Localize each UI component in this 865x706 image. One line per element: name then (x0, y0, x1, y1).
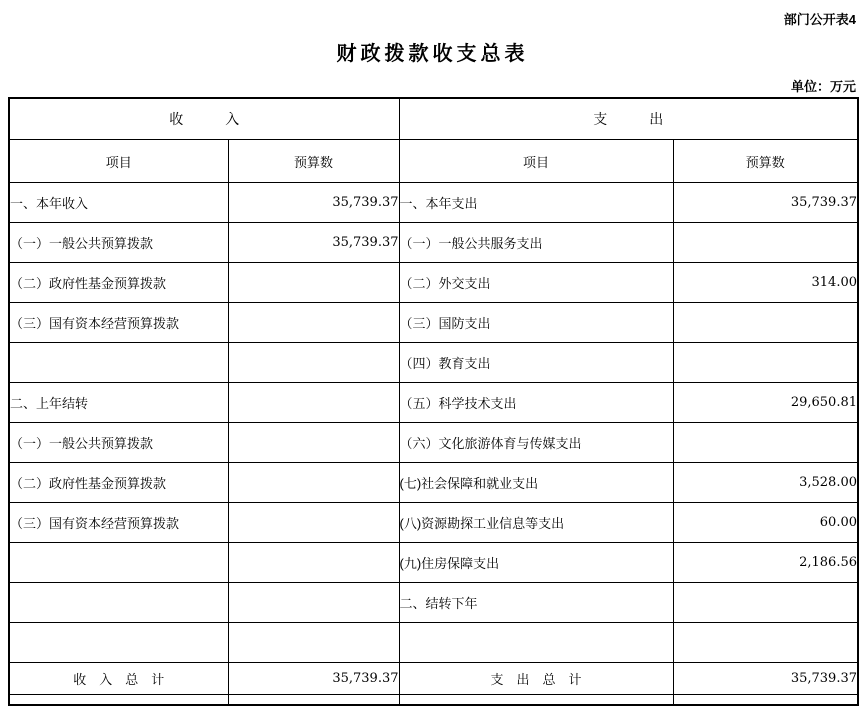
expense-value-cell: 35,739.37 (673, 183, 858, 223)
income-budget-header: 预算数 (228, 140, 399, 183)
expense-item-cell: (七)社会保障和就业支出 (399, 463, 673, 503)
income-item-cell: （三）国有资本经营预算拨款 (9, 303, 228, 343)
expense-value-cell: 29,650.81 (673, 383, 858, 423)
income-value-cell (228, 343, 399, 383)
spacer-cell (673, 695, 858, 706)
income-item-cell: （三）国有资本经营预算拨款 (9, 503, 228, 543)
expense-item-cell: （三）国防支出 (399, 303, 673, 343)
expense-total-value: 35,739.37 (673, 663, 858, 695)
income-value-cell (228, 303, 399, 343)
expense-value-cell (673, 343, 858, 383)
table-row (9, 343, 858, 383)
expense-section-header: 支 出 (399, 98, 858, 140)
spacer-cell (399, 695, 673, 706)
expense-value-cell (673, 223, 858, 263)
table-row (9, 463, 858, 503)
expense-total-label: 支 出 总 计 (399, 663, 673, 695)
expense-value-cell: 2,186.56 (673, 543, 858, 583)
expense-item-cell: 一、本年支出 (399, 183, 673, 223)
expense-value-cell (673, 623, 858, 663)
expense-item-cell: （二）外交支出 (399, 263, 673, 303)
income-item-cell: （一）一般公共预算拨款 (9, 223, 228, 263)
expense-item-cell: (九)住房保障支出 (399, 543, 673, 583)
income-item-cell (9, 583, 228, 623)
page-title: 财政拨款收支总表 (336, 43, 529, 65)
income-value-cell (228, 423, 399, 463)
income-value-cell (228, 503, 399, 543)
table-row (9, 183, 858, 223)
table-row (9, 503, 858, 543)
budget-table (8, 97, 859, 706)
income-item-cell: 二、上年结转 (9, 383, 228, 423)
expense-item-cell: 二、结转下年 (399, 583, 673, 623)
income-value-cell (228, 383, 399, 423)
unit-label: 单位：万元 (790, 79, 856, 94)
income-value-cell (228, 583, 399, 623)
income-item-cell (9, 543, 228, 583)
expense-item-cell: （一）一般公共服务支出 (399, 223, 673, 263)
table-row (9, 543, 858, 583)
expense-value-cell (673, 583, 858, 623)
income-total-label: 收 入 总 计 (9, 663, 228, 695)
total-row (9, 663, 858, 695)
table-row (9, 223, 858, 263)
expense-value-cell: 60.00 (673, 503, 858, 543)
expense-item-cell (399, 623, 673, 663)
expense-item-cell: （四）教育支出 (399, 343, 673, 383)
table-row (9, 263, 858, 303)
income-value-cell (228, 543, 399, 583)
expense-value-cell: 314.00 (673, 263, 858, 303)
table-row (9, 623, 858, 663)
expense-item-cell: （六）文化旅游体育与传媒支出 (399, 423, 673, 463)
bottom-spacer-row (9, 695, 858, 706)
income-item-cell: 一、本年收入 (9, 183, 228, 223)
expense-value-cell: 3,528.00 (673, 463, 858, 503)
income-section-header: 收 入 (9, 98, 399, 140)
expense-value-cell (673, 423, 858, 463)
table-row (9, 583, 858, 623)
expense-budget-header: 预算数 (673, 140, 858, 183)
income-value-cell (228, 623, 399, 663)
table-row (9, 383, 858, 423)
income-value-cell (228, 463, 399, 503)
income-item-header: 项目 (9, 140, 228, 183)
income-value-cell: 35,739.37 (228, 223, 399, 263)
column-header-row (9, 140, 858, 183)
income-item-cell: （二）政府性基金预算拨款 (9, 263, 228, 303)
income-item-cell: （二）政府性基金预算拨款 (9, 463, 228, 503)
spacer-cell (228, 695, 399, 706)
table-row (9, 303, 858, 343)
income-item-cell: （一）一般公共预算拨款 (9, 423, 228, 463)
income-total-value: 35,739.37 (228, 663, 399, 695)
expense-item-header: 项目 (399, 140, 673, 183)
section-header-row (9, 98, 858, 140)
spacer-cell (9, 695, 228, 706)
doc-tag: 部门公开表4 (783, 12, 856, 27)
income-item-cell (9, 343, 228, 383)
income-item-cell (9, 623, 228, 663)
income-value-cell: 35,739.37 (228, 183, 399, 223)
income-value-cell (228, 263, 399, 303)
table-row (9, 423, 858, 463)
expense-item-cell: （五）科学技术支出 (399, 383, 673, 423)
expense-value-cell (673, 303, 858, 343)
expense-item-cell: (八)资源勘探工业信息等支出 (399, 503, 673, 543)
